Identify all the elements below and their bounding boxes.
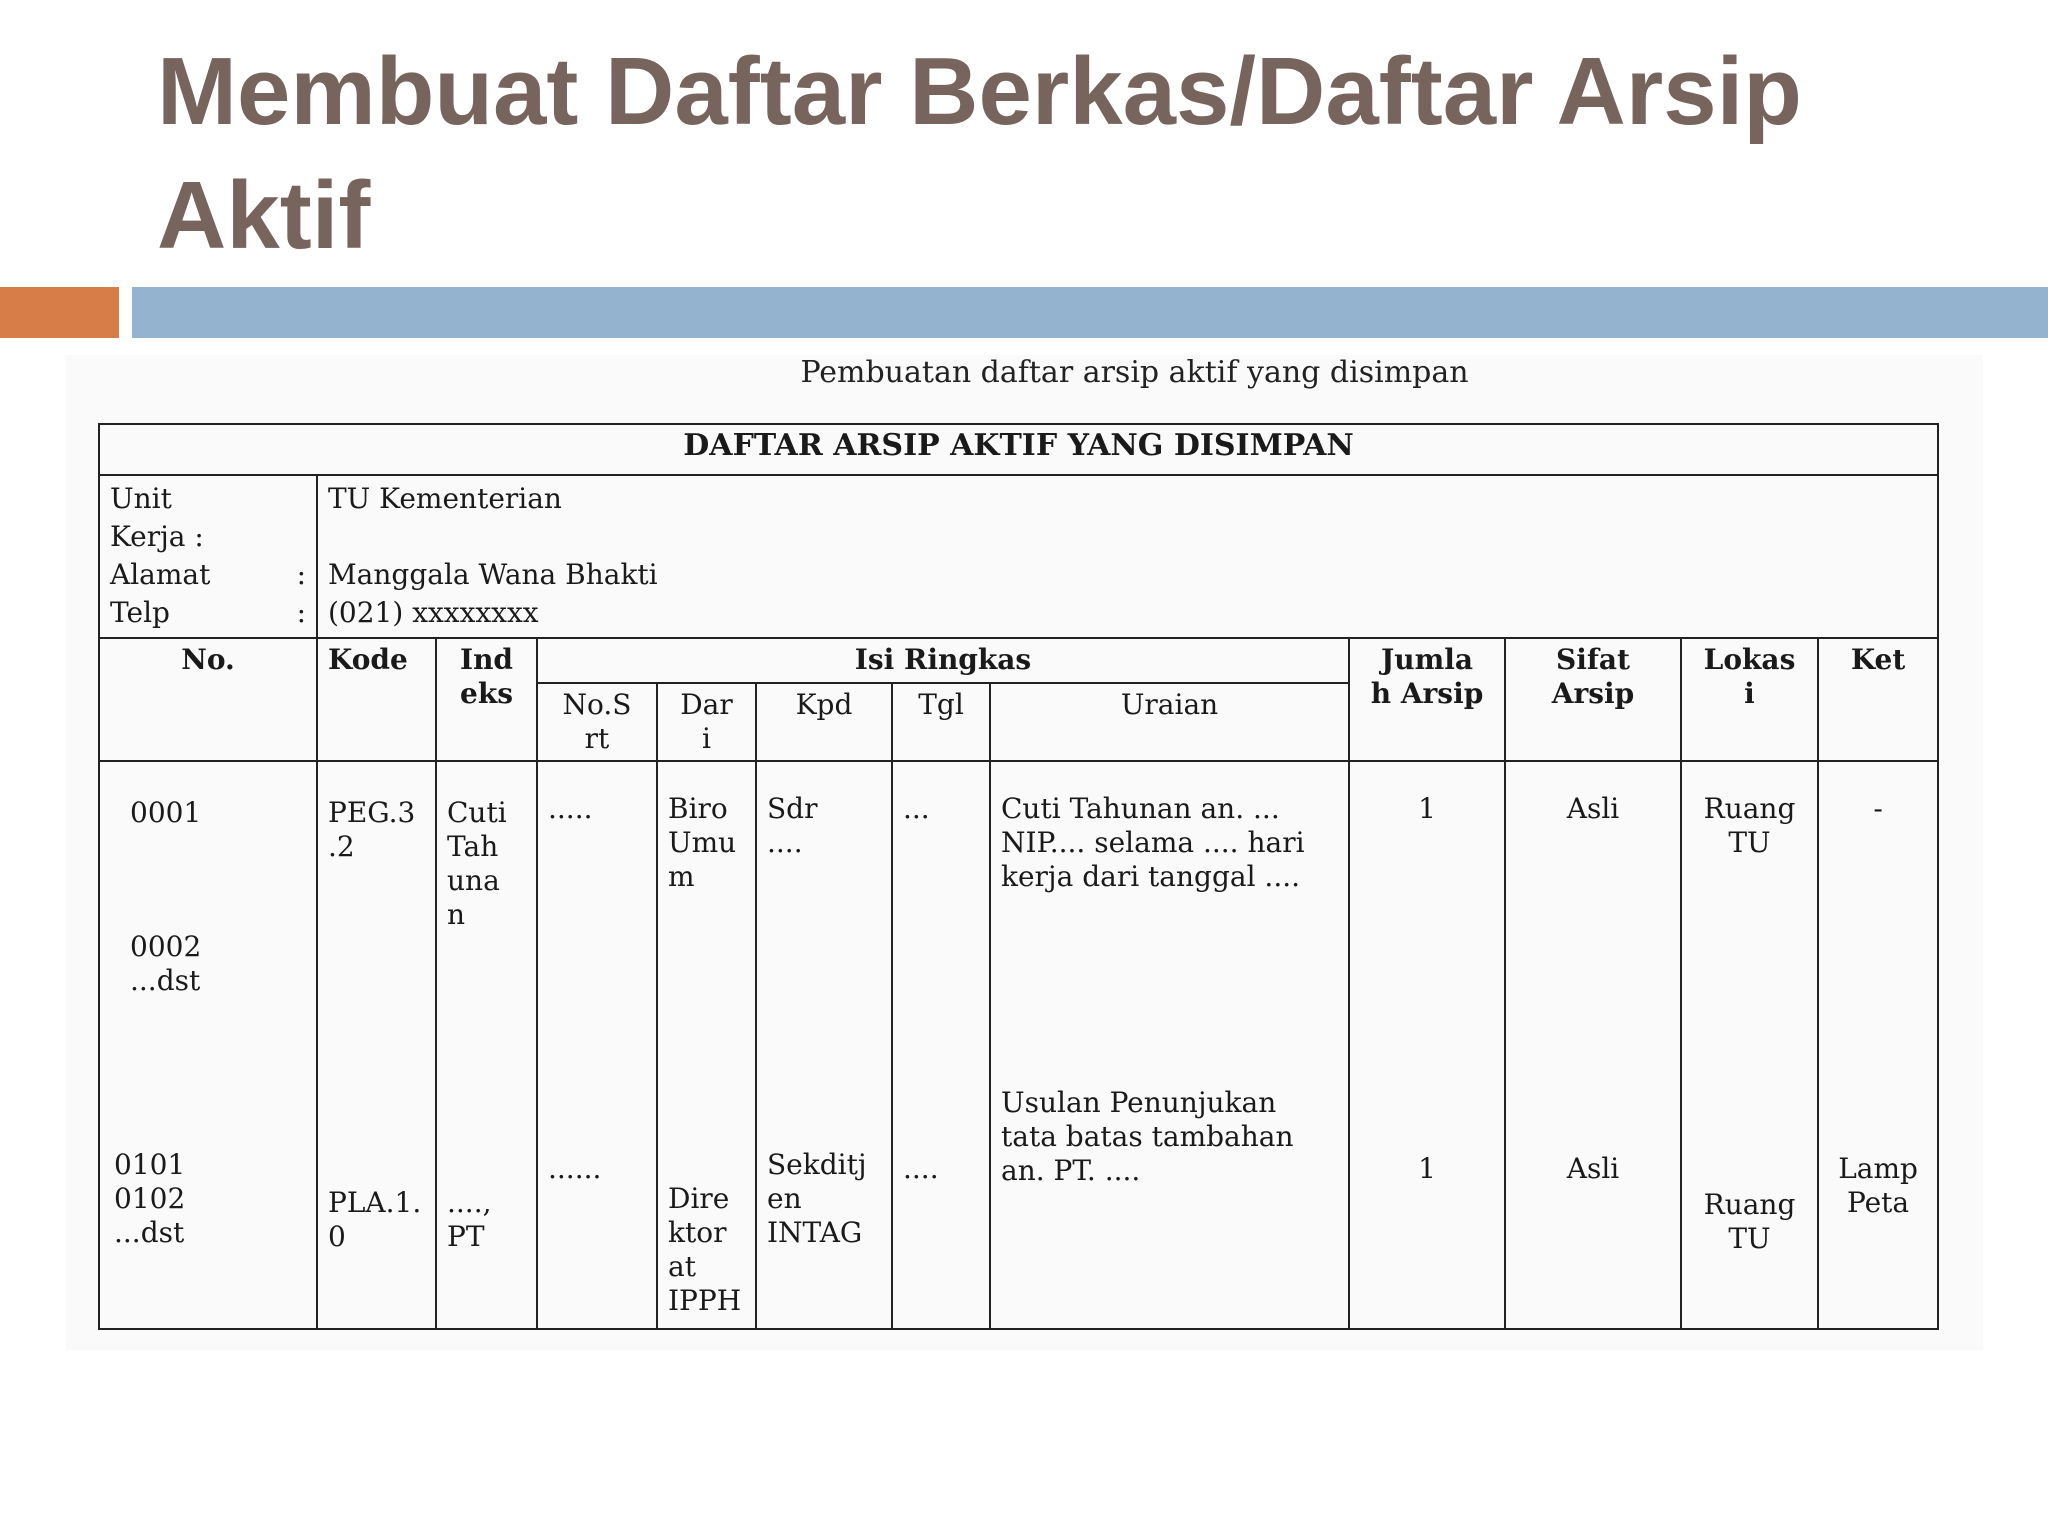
row-sifat-cell [1505,761,1681,1329]
document-caption: Pembuatan daftar arsip aktif yang disimpan [800,355,1469,390]
slide-title: Membuat Daftar Berkas/Daftar Arsip Aktif [157,38,1802,269]
unit-info-values [317,475,1938,639]
row-tgl-cell [892,761,990,1329]
row-jumlah-cell [1349,761,1505,1329]
unit-info-labels [99,475,317,639]
accent-bar-blue [132,287,2048,338]
header-indeks: Ind eks [436,638,537,761]
alamat-colon: : [296,557,306,591]
table-row [99,761,1938,1329]
row-ket-cell [1818,761,1938,1329]
row-2-no: 0101 0102 ...dst [114,1148,186,1250]
row-1-lokasi: Ruang TU [1703,792,1796,860]
header-no-srt: No.S rt [537,683,657,762]
archive-table [98,423,1939,1330]
header-jumlah-arsip: Jumla h Arsip [1349,638,1505,761]
row-uraian-cell [990,761,1349,1329]
unit-label: Unit Kerja : [110,481,204,553]
row-1-no-extra: 0002 ...dst [130,930,202,998]
row-lokasi-cell [1681,761,1818,1329]
row-2-uraian: Usulan Penunjukan tata batas tambahan an. PT. .... [1001,1086,1294,1188]
row-2-jumlah: 1 [1418,1152,1436,1186]
row-no-srt-cell [537,761,657,1329]
telp-value: (021) xxxxxxxx [328,595,539,629]
row-1-sifat: Asli [1566,792,1620,826]
header-kode: Kode [317,638,436,761]
row-2-lokasi: Ruang TU [1703,1188,1796,1256]
row-2-kpd: Sekditj en INTAG [767,1148,867,1250]
row-2-ket: Lamp Peta [1838,1152,1918,1220]
telp-colon: : [296,595,306,629]
row-1-tgl: ... [903,792,930,826]
row-1-uraian: Cuti Tahunan an. ... NIP.... selama .... hari kerja dari tanggal .... [1001,792,1305,894]
row-2-indeks: ...., PT [447,1186,492,1254]
row-1-no: 0001 [130,796,202,830]
row-1-kode: PEG.3 .2 [328,796,416,864]
header-dari: Dar i [657,683,756,762]
header-isi-ringkas: Isi Ringkas [537,638,1349,682]
row-1-indeks: Cuti Tah una n [447,796,507,932]
row-2-tgl: .... [903,1152,939,1186]
table-title: DAFTAR ARSIP AKTIF YANG DISIMPAN [99,424,1938,475]
header-ket: Ket [1818,638,1938,761]
header-no: No. [99,638,317,761]
row-dari-cell [657,761,756,1329]
header-sifat-arsip: Sifat Arsip [1505,638,1681,761]
row-2-kode: PLA.1. 0 [328,1186,422,1254]
telp-label: Telp [110,595,170,629]
header-kpd: Kpd [756,683,892,762]
row-1-dari: Biro Umu m [668,792,737,894]
unit-value: TU Kementerian [328,481,562,515]
alamat-label: Alamat [110,557,211,591]
row-1-ket: - [1873,792,1883,826]
accent-bar-orange [0,287,119,338]
alamat-value: Manggala Wana Bhakti [328,557,658,591]
row-2-dari: Dire ktor at IPPH [668,1182,742,1318]
row-1-kpd: Sdr .... [767,792,818,860]
row-no-cell [99,761,317,1329]
row-indeks-cell [436,761,537,1329]
header-uraian: Uraian [990,683,1349,762]
row-2-sifat: Asli [1566,1152,1620,1186]
row-2-no-srt: ...... [548,1152,602,1186]
header-tgl: Tgl [892,683,990,762]
header-lokasi: Lokas i [1681,638,1818,761]
row-1-jumlah: 1 [1418,792,1436,826]
row-kode-cell [317,761,436,1329]
row-1-no-srt: ..... [548,792,593,826]
row-kpd-cell [756,761,892,1329]
